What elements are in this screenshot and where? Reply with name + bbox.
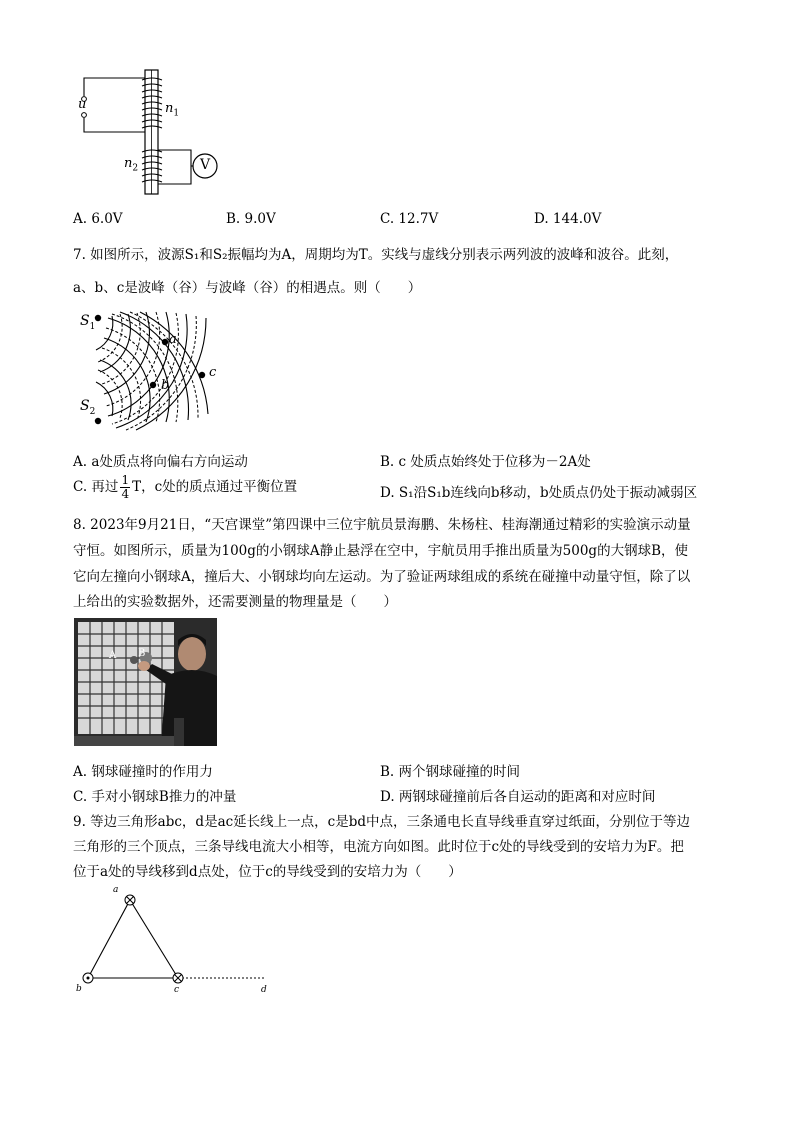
q8-stem-line4: 上给出的实验数据外，还需要测量的物理量是（ ）: [73, 594, 397, 610]
q7-option-b[interactable]: B. c 处质点始终处于位移为－2A处: [380, 454, 591, 470]
wave-label-c: c: [209, 365, 217, 380]
q6-option-a[interactable]: A. 6.0V: [73, 211, 123, 227]
q8-option-a[interactable]: A. 钢球碰撞时的作用力: [73, 764, 213, 780]
source-s1-dot: [95, 315, 101, 321]
q7-option-c-prefix: C. 再过: [73, 479, 119, 495]
wave-label-b: b: [161, 378, 170, 393]
point-a-dot: [162, 339, 168, 345]
transformer-n1-label: $n_1$: [165, 101, 180, 119]
q9-stem-line3: 位于a处的导线移到d点处，位于c的导线受到的安培力为（ ）: [73, 864, 462, 880]
q8-stem-line2: 守恒。如图所示，质量为100g的小钢球A静止悬浮在空中，宇航员用手推出质量为500g的大钢球B，使: [73, 543, 688, 559]
triangle-label-a: a: [113, 885, 119, 895]
wave-label-a: a: [169, 332, 177, 347]
point-c-dot: [199, 372, 205, 378]
q8-option-d[interactable]: D. 两钢球碰撞前后各自运动的距离和对应时间: [380, 789, 656, 805]
quarter-fraction: $\frac{1}{4}$: [121, 473, 130, 501]
q6-option-d[interactable]: D. 144.0V: [534, 211, 602, 227]
transformer-n2-label: $n_2$: [124, 156, 139, 174]
q7-option-c-suffix: T，c处的质点通过平衡位置: [132, 479, 298, 495]
transformer-u-label: u: [78, 97, 87, 112]
q8-stem-line1: 8. 2023年9月21日，“天宫课堂”第四课中三位宇航员景海鹏、朱杨柱、桂海潮通过精彩的实验演示动量: [73, 517, 691, 533]
q7-stem-line1: 7. 如图所示，波源S₁和S₂振幅均为A，周期均为T。实线与虚线分别表示两列波的波峰和波谷。此刻，: [73, 247, 679, 263]
triangle-label-d: d: [261, 985, 267, 995]
point-b-dot: [150, 382, 156, 388]
wave-label-s2: $S_2$: [80, 398, 96, 417]
q8-option-b[interactable]: B. 两个钢球碰撞的时间: [380, 764, 521, 780]
q7-option-a[interactable]: A. a处质点将向偏右方向运动: [73, 454, 248, 470]
voltmeter-label: V: [200, 157, 211, 173]
q7-stem-line2: a、b、c是波峰（谷）与波峰（谷）的相遇点。则（ ）: [73, 280, 422, 296]
source-s2-dot: [95, 418, 101, 424]
photo-label-b: B: [138, 648, 146, 659]
triangle-label-c: c: [174, 985, 180, 995]
q9-stem-line2: 三角形的三个顶点，三条导线电流大小相等，电流方向如图。此时位于c处的导线受到的安培力为F。把: [73, 839, 684, 855]
photo-label-a: A: [109, 650, 117, 661]
triangle-wires-figure: [70, 882, 280, 997]
q6-option-b[interactable]: B. 9.0V: [226, 211, 276, 227]
triangle-label-b: b: [76, 984, 82, 994]
wire-b-out-of-page-icon: [83, 973, 93, 983]
q9-stem-line1: 9. 等边三角形abc，d是ac延长线上一点，c是bd中点，三条通电长直导线垂直穿过纸面，分别位于等边: [73, 814, 691, 830]
wire-a-into-page-icon: [125, 895, 135, 905]
q8-stem-line3: 它向左撞向小钢球A，撞后大、小钢球均向左运动。为了验证两球组成的系统在碰撞中动量守恒，除了以: [73, 569, 691, 585]
q6-option-c[interactable]: C. 12.7V: [380, 211, 439, 227]
transformer-figure: [70, 66, 230, 196]
q7-option-d[interactable]: D. S₁沿S₁b连线向b移动，b处质点仍处于振动减弱区: [380, 485, 698, 501]
q7-option-c[interactable]: [73, 474, 297, 501]
wave-label-s1: $S_1$: [80, 313, 96, 332]
wire-c-into-page-icon: [173, 973, 183, 983]
astronaut-photo: [74, 618, 217, 746]
q8-option-c[interactable]: C. 手对小钢球B推力的冲量: [73, 789, 237, 805]
